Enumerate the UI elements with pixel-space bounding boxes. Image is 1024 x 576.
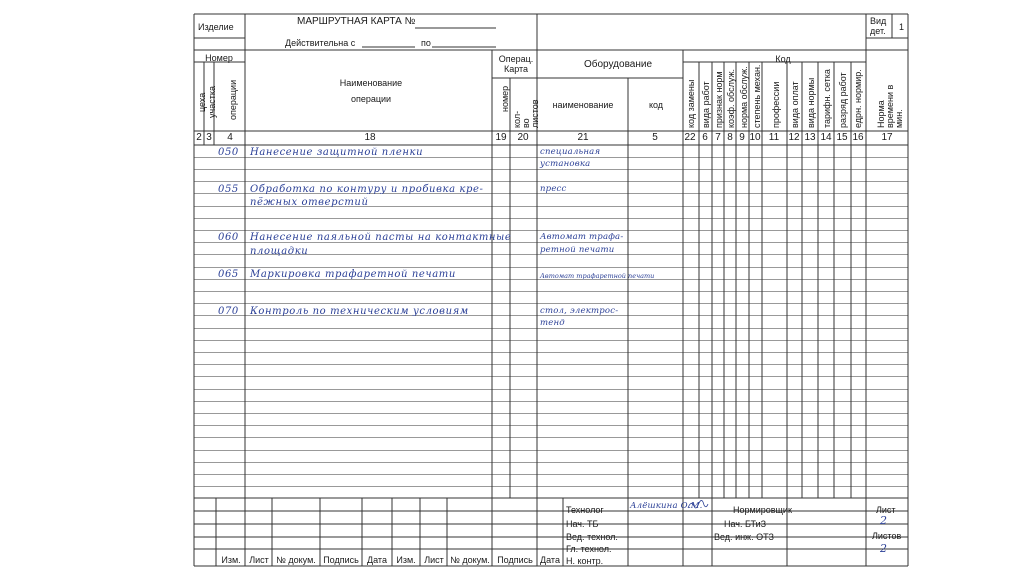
listov-value: 2	[880, 542, 888, 555]
vid-det-label: Вид дет.	[870, 16, 887, 36]
kod-subheader: степень механ.	[752, 64, 762, 128]
operation-number: 070	[218, 305, 239, 317]
stamp-column-label: Подпись	[497, 555, 533, 565]
kod-subheader: вида оплат	[790, 81, 800, 128]
equipment-name: пресс	[540, 183, 567, 194]
equipment-name: тенд	[540, 317, 565, 328]
equipment-name: Автомат трафаретной печати	[540, 272, 655, 280]
kol-vo-listov-header: кол-во листов	[512, 99, 540, 128]
kod-subheader: тарифн. сетка	[822, 69, 832, 128]
valid-from-label: Действительна с	[285, 38, 356, 48]
column-number: 12	[788, 132, 800, 143]
column-number: 2	[196, 132, 202, 143]
kod-subheader: вида работ	[701, 81, 711, 128]
tehnolog-name: Алёшкина О.М.	[630, 501, 703, 511]
operation-name: Нанесение паяльной пасты на контактные	[250, 232, 512, 244]
stamp-column-label: Лист	[424, 555, 444, 565]
operation-number: 055	[218, 183, 239, 195]
operation-name: Обработка по контуру и пробивка кре-	[250, 183, 484, 195]
column-number: 15	[836, 132, 848, 143]
column-number: 20	[517, 132, 529, 143]
stamp-column-label: № докум.	[276, 555, 316, 565]
vid-det-value: 1	[899, 22, 905, 32]
column-number: 17	[881, 132, 893, 143]
n-kontr-label: Н. контр.	[566, 556, 604, 566]
equipment-name: стол, электрос-	[540, 305, 619, 316]
naimenovanie-header: Наименование операции	[339, 78, 403, 104]
kod-header: Код	[775, 54, 791, 64]
column-number: 18	[364, 132, 376, 143]
column-number: 9	[739, 132, 745, 143]
izdelie-label: Изделие	[198, 22, 234, 32]
stamp-column-label: Лист	[249, 555, 269, 565]
nomer-karta-header: номер	[500, 85, 510, 112]
column-number: 22	[684, 132, 696, 143]
form-title: МАРШРУТНАЯ КАРТА №	[297, 16, 416, 27]
column-number: 5	[652, 132, 658, 143]
column-number: 6	[702, 132, 708, 143]
stamp-column-label: Подпись	[323, 555, 359, 565]
kod-subheader: профессии	[771, 81, 781, 128]
column-number: 16	[852, 132, 864, 143]
operation-name: пёжных отверстий	[250, 196, 369, 208]
stamp-column-label: Дата	[367, 555, 387, 565]
norma-vremeni-header: Норма времени в мин.	[876, 84, 904, 128]
operation-name: Маркировка трафаретной печати	[250, 269, 456, 280]
column-number: 10	[749, 132, 761, 143]
oborud-kod-header: код	[648, 100, 664, 110]
stamp-column-label: Изм.	[221, 555, 241, 565]
column-number: 21	[577, 132, 589, 143]
column-number: 8	[727, 132, 733, 143]
operation-number: 065	[218, 269, 239, 280]
operation-name: площадки	[250, 245, 309, 257]
operation-number: 050	[218, 147, 239, 158]
stamp-column-label: № докум.	[450, 555, 490, 565]
normirovshik-label: Нормировщик	[733, 505, 792, 515]
nomer-header: Номер	[205, 53, 233, 63]
equipment-name: специальная	[540, 147, 601, 157]
operation-name: Контроль по техническим условиям	[250, 305, 469, 317]
kod-subheader: код замены	[686, 79, 696, 128]
nach-btiz-label: Нач. БТиЗ	[724, 519, 767, 529]
stamp-column-label: Дата	[540, 555, 560, 565]
kod-subheader: вида нормы	[806, 77, 816, 128]
equipment-name: Автомат трафа-	[540, 232, 624, 243]
column-number: 3	[206, 132, 212, 143]
kod-subheader: едрн. нормир.	[853, 69, 863, 128]
uchastka-header: участка	[207, 86, 217, 118]
list-label: Лист	[876, 505, 896, 515]
oborud-naim-header: наименование	[552, 100, 614, 110]
kod-subheader: норма обслуж.	[739, 66, 749, 128]
list-value: 2	[880, 514, 888, 527]
tehnolog-label: Технолог	[566, 505, 604, 515]
tseha-header: цеха	[197, 92, 207, 112]
listov-label: Листов	[872, 531, 902, 541]
column-number: 13	[804, 132, 816, 143]
kod-subheader: разряд работ	[838, 72, 848, 128]
column-number: 7	[715, 132, 721, 143]
kod-subheader: коэф. обслуж.	[726, 69, 736, 128]
column-number: 19	[495, 132, 507, 143]
operation-name: Нанесение защитной пленки	[250, 147, 424, 158]
operats-karta-header: Операц. Карта	[498, 54, 534, 74]
operatsii-header: операции	[228, 79, 238, 120]
ved-inzh-label: Вед. инж. ОТЗ	[714, 532, 774, 542]
valid-to-label: по	[421, 38, 431, 48]
column-number: 11	[768, 132, 780, 143]
column-number: 14	[820, 132, 832, 143]
gl-tehnol-label: Гл. технол.	[566, 544, 612, 554]
ved-tehnol-label: Вед. технол.	[566, 532, 618, 542]
operation-number: 060	[218, 232, 239, 244]
oborudovanie-header: Оборудование	[583, 59, 653, 70]
equipment-name: ретной печати	[540, 244, 615, 255]
equipment-name: установка	[540, 159, 591, 170]
column-number: 4	[227, 132, 233, 143]
stamp-column-label: Изм.	[396, 555, 416, 565]
kod-subheader: признак норм	[714, 71, 724, 128]
nach-tb-label: Нач. ТБ	[566, 519, 599, 529]
